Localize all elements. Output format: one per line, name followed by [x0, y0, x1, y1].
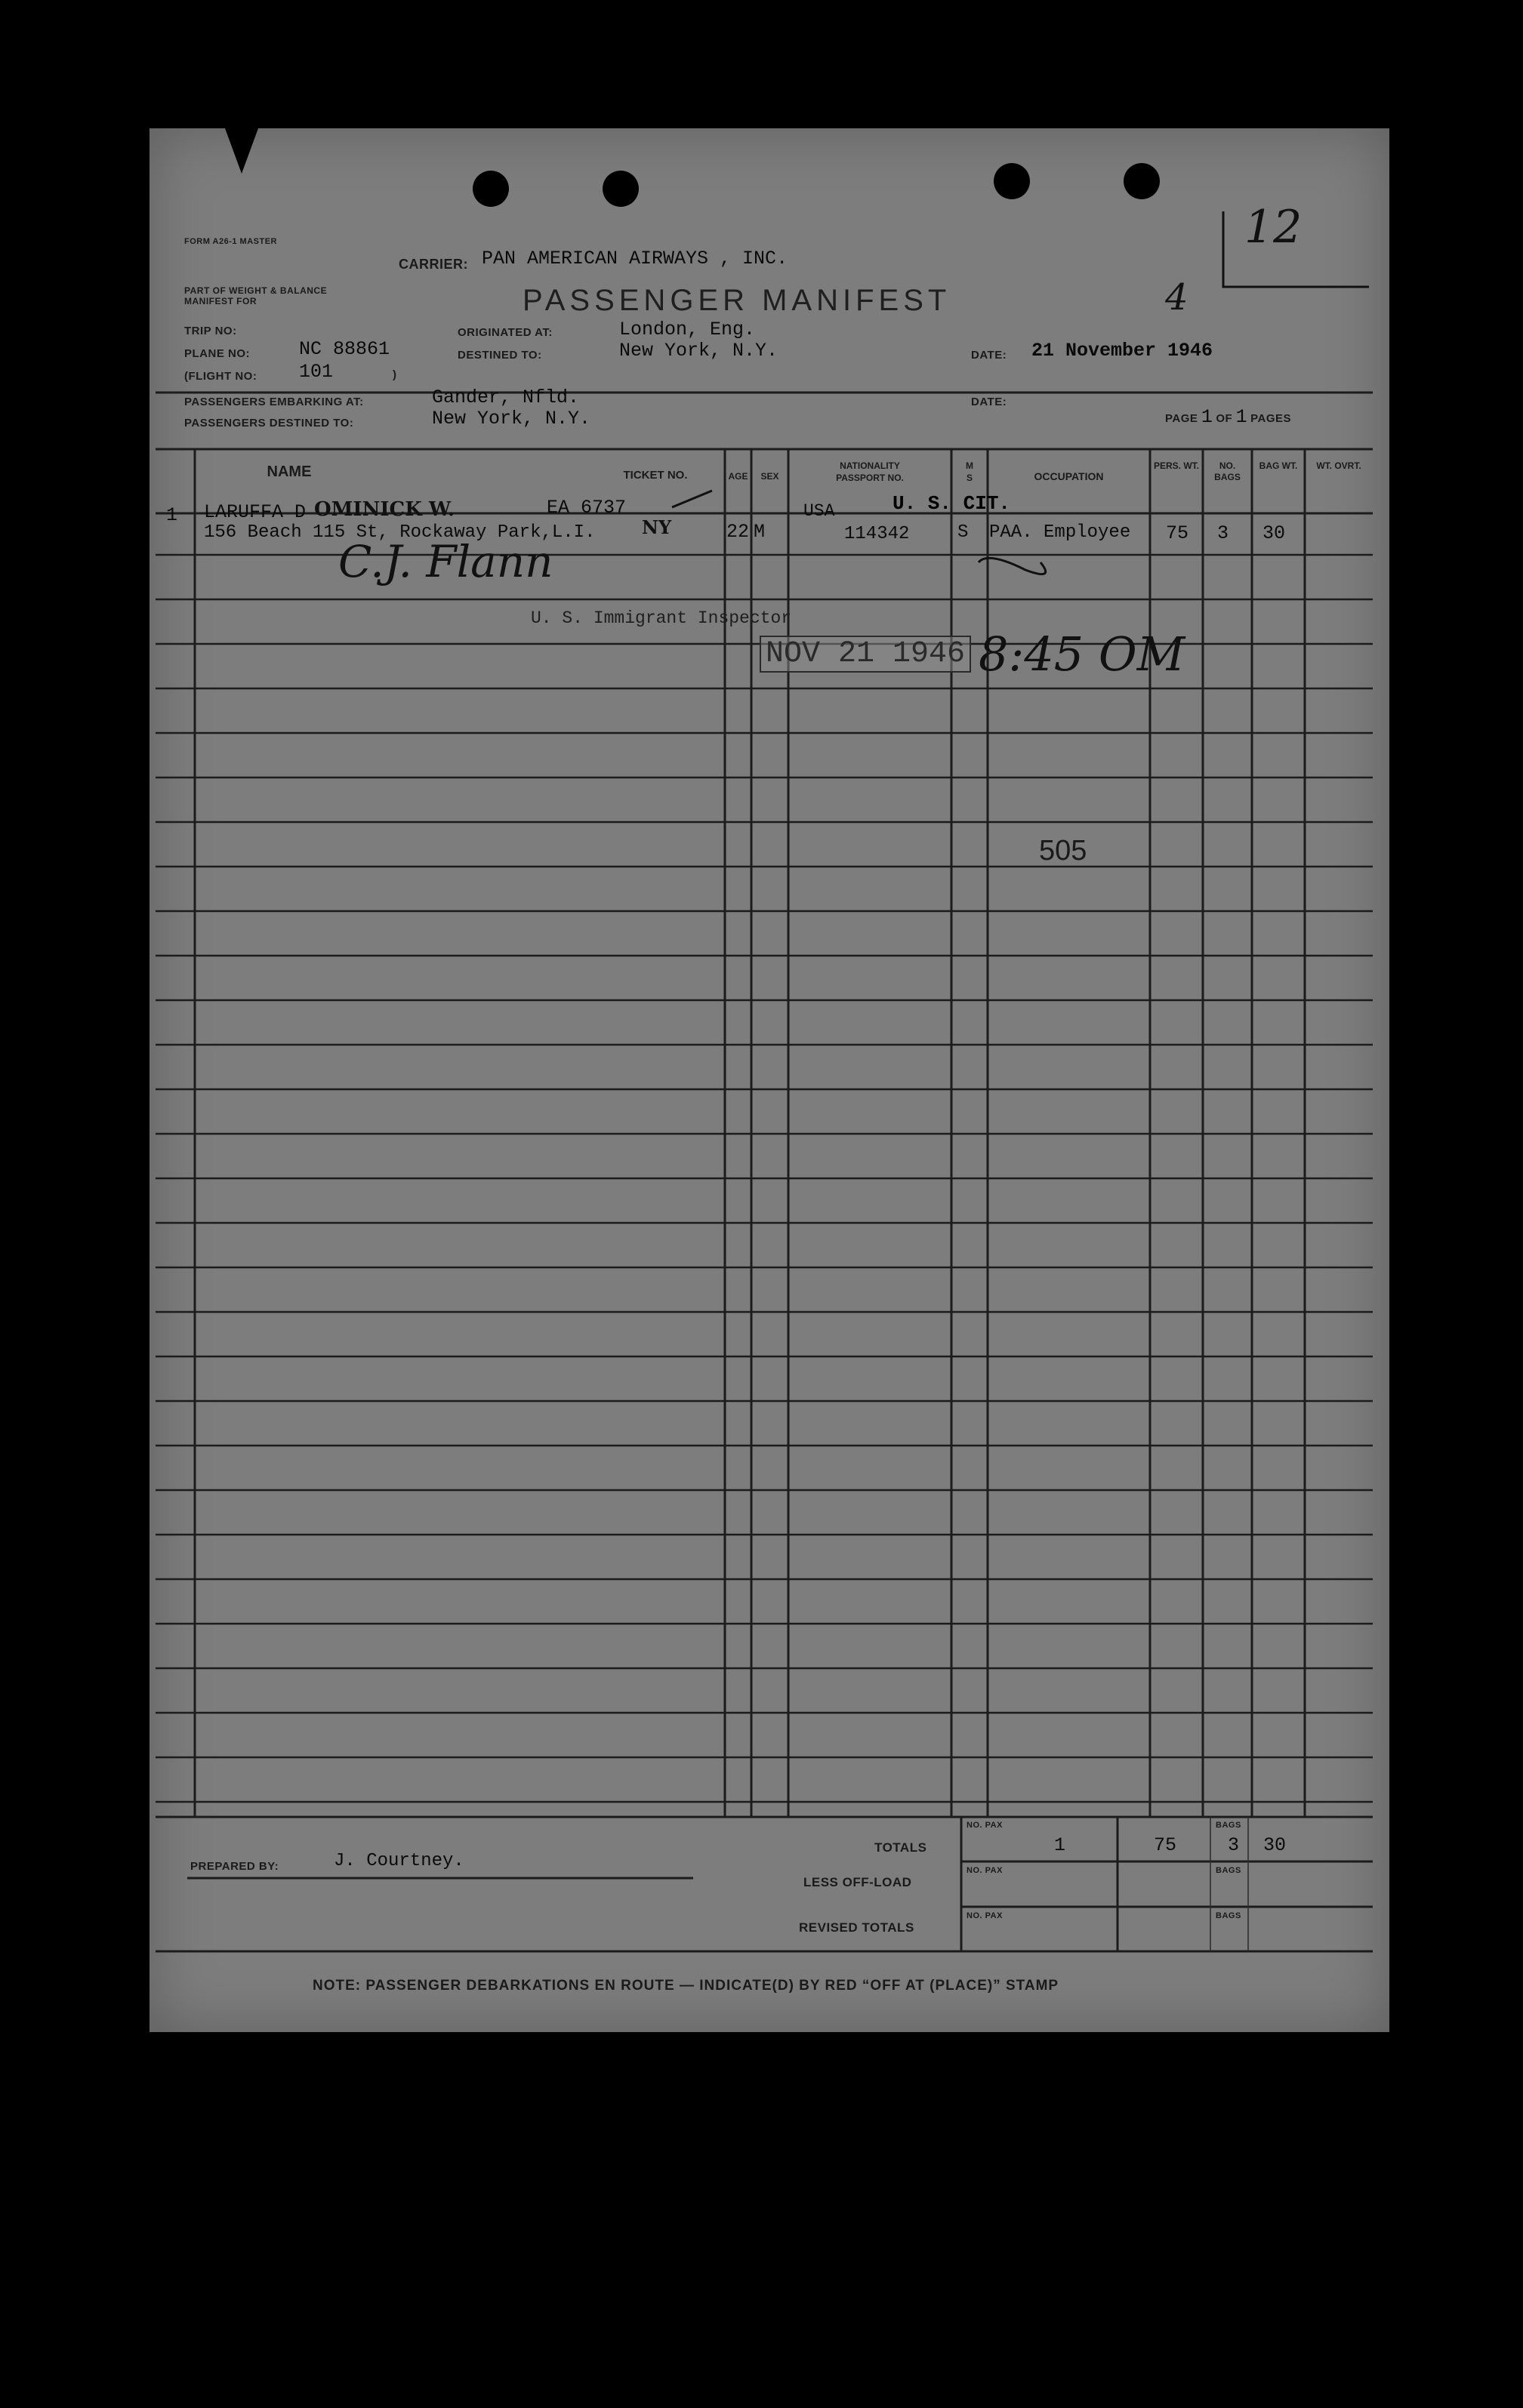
footer-note: NOTE: PASSENGER DEBARKATIONS EN ROUTE — INDICATE(D) BY RED “OFF AT (PLACE)” STAMP: [313, 1978, 1059, 1994]
flight-no-suffix: ): [393, 368, 397, 381]
plane-no-value: NC 88861: [299, 338, 390, 360]
embarking-at-label: PASSENGERS EMBARKING AT:: [184, 396, 364, 408]
flight-no-label: (FLIGHT NO:: [184, 370, 257, 383]
revised-totals-label: REVISED TOTALS: [799, 1920, 914, 1935]
originated-at-value: London, Eng.: [619, 319, 756, 340]
bags-label-less: BAGS: [1216, 1866, 1241, 1875]
totals-label: TOTALS: [874, 1840, 927, 1855]
col-sex: SEX: [760, 471, 779, 482]
less-off-load-label: LESS OFF-LOAD: [803, 1875, 912, 1889]
trip-no-label: TRIP NO:: [184, 325, 237, 337]
manifest-title: PASSENGER MANIFEST: [523, 284, 951, 317]
col-ms-s: S: [966, 473, 973, 483]
occupation: PAA. Employee: [989, 522, 1131, 543]
destined-passengers-value: New York, N.Y.: [432, 408, 591, 430]
inspector-title: U. S. Immigrant Inspector: [531, 608, 792, 628]
flight-no-value: 101: [299, 361, 334, 383]
col-no-bags: NO. BAGS: [1214, 460, 1241, 482]
col-nationality: NATIONALITY: [840, 460, 900, 471]
date-label: DATE:: [971, 349, 1007, 362]
page-label: PAGE: [1165, 412, 1198, 425]
row-number: 1: [166, 504, 178, 526]
second-signature: 8:45 OM: [979, 627, 1185, 682]
date2-label: DATE:: [971, 396, 1007, 408]
no-pax-label-less: NO. PAX: [967, 1866, 1003, 1875]
page-num: 1: [1201, 406, 1213, 428]
no-bags: 3: [1217, 522, 1229, 544]
col-ms-m: M: [966, 460, 973, 471]
corner-mark-4: 4: [1165, 276, 1188, 319]
col-ticket: TICKET NO.: [623, 469, 688, 482]
passenger-name-handwritten: OMINICK W.: [314, 498, 455, 521]
manifest-sheet: [150, 128, 1389, 2032]
destined-to-label: DESTINED TO:: [458, 349, 542, 362]
passenger-sex: M: [754, 521, 766, 543]
plane-no-label: PLANE NO:: [184, 347, 250, 360]
col-age: AGE: [728, 471, 748, 482]
destined-to-value: New York, N.Y.: [619, 340, 778, 362]
prepared-by-value: J. Courtney.: [334, 1851, 464, 1871]
originated-at-label: ORIGINATED AT:: [458, 326, 553, 339]
passport-no: 114342: [844, 524, 910, 544]
pers-wt: 75: [1166, 522, 1189, 544]
date-value: 21 November 1946: [1031, 340, 1213, 362]
marital-status: S: [957, 522, 969, 543]
inspector-signature: C.J. Flann: [338, 536, 553, 587]
no-pax-label-totals: NO. PAX: [967, 1821, 1003, 1830]
passenger-name: LARUFFA D: [204, 501, 307, 523]
carrier-value: PAN AMERICAN AIRWAYS , INC.: [482, 248, 788, 269]
bag-wt: 30: [1262, 522, 1286, 544]
page-indicator: [1165, 406, 1291, 428]
destined-passengers-label: PASSENGERS DESTINED TO:: [184, 417, 354, 430]
page-total: 1: [1235, 406, 1247, 428]
total-bags: 3: [1228, 1834, 1240, 1856]
no-pax-label-revised: NO. PAX: [967, 1911, 1003, 1920]
passenger-address-handwritten: NY: [642, 516, 672, 538]
form-id: FORM A26-1 MASTER: [184, 237, 277, 246]
page-of-label: OF: [1216, 412, 1233, 425]
citizen-stamp: U. S. CIT.: [893, 492, 1011, 515]
total-pax: 1: [1054, 1834, 1066, 1856]
carrier-label: CARRIER:: [399, 257, 468, 272]
part-of-label: PART OF WEIGHT & BALANCE: [184, 285, 328, 296]
total-bag-wt: 30: [1263, 1834, 1287, 1856]
prepared-by-label: PREPARED BY:: [190, 1860, 279, 1873]
passenger-address: 156 Beach 115 St, Rockaway Park,L.I.: [204, 522, 596, 543]
col-bag-wt: BAG WT.: [1259, 460, 1298, 471]
corner-mark-12: 12: [1244, 201, 1303, 254]
passenger-nationality: USA: [803, 501, 835, 521]
manifest-for-label: MANIFEST FOR: [184, 296, 257, 306]
passenger-age: 22: [726, 521, 750, 543]
col-passport: PASSPORT NO.: [836, 473, 904, 483]
pages-label: PAGES: [1250, 412, 1291, 425]
col-wt-ovrt: WT. OVRT.: [1316, 460, 1361, 471]
bags-label-totals: BAGS: [1216, 1821, 1241, 1830]
total-pers-wt: 75: [1154, 1834, 1177, 1856]
col-name: NAME: [267, 463, 312, 480]
col-pers-wt: PERS. WT.: [1154, 460, 1200, 471]
inspection-date-stamp: NOV 21 1946: [760, 636, 971, 673]
ticket-no: EA 6737: [547, 497, 627, 519]
misc-number: 505: [1039, 835, 1087, 867]
bags-label-revised: BAGS: [1216, 1911, 1241, 1920]
col-occupation: OCCUPATION: [1034, 470, 1104, 482]
embarking-at-value: Gander, Nfld.: [432, 386, 580, 408]
